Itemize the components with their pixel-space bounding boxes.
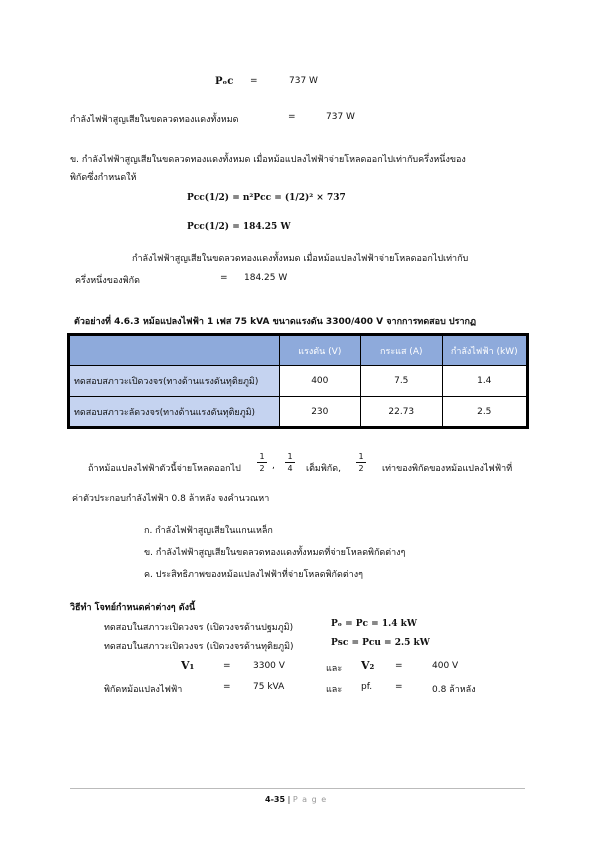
- question-line2: ค่าตัวประกอบกำลังไฟฟ้า 0.8 ล้าหลัง จงคำนวณหา: [72, 494, 270, 504]
- loss-all-value: 737 W: [326, 112, 355, 122]
- header-voltage: แรงดัน (V): [279, 335, 360, 366]
- half-load-value: 184.25 W: [244, 273, 288, 283]
- cell-oc-voltage: 400: [279, 366, 360, 397]
- v1-equals: =: [223, 661, 231, 671]
- fraction-half-2: [356, 452, 366, 473]
- footer: [265, 795, 327, 804]
- fraction-quarter: [285, 452, 295, 473]
- fraction-half-2-num: 1: [356, 452, 366, 463]
- half-load-line2: ครึ่งหนึ่งของพิกัด: [75, 276, 140, 286]
- v2-value: 400 V: [432, 661, 459, 671]
- formula-half-load-1: Pcc(1/2) = n²Pcc = (1/2)² × 737: [187, 193, 346, 203]
- page-number: 4-35: [265, 795, 286, 804]
- pf-equals: =: [395, 682, 403, 692]
- half-load-equals: =: [220, 273, 228, 283]
- solution-title: วิธีทำ โจทย์กำหนดค่าต่างๆ ดังนี้: [70, 603, 196, 613]
- page-word: P a g e: [292, 795, 328, 804]
- fraction-half: [257, 452, 267, 473]
- p-oc-equals: =: [250, 76, 258, 86]
- solution-oc-formula: Pₒ = Pc = 1.4 kW: [331, 619, 417, 629]
- fraction-half-num: 1: [257, 452, 267, 463]
- cell-sc-power: 2.5: [442, 397, 527, 428]
- question-line1-start: ถ้าหม้อแปลงไฟฟ้าตัวนี้จ่ายโหลดออกไป: [88, 464, 241, 474]
- solution-sc-label: ทดสอบในสภาวะเปิดวงจร (เปิดวงจรด้านทุติยภูมิ): [104, 642, 294, 652]
- pf-value: 0.8 ล้าหลัง: [432, 685, 476, 695]
- row-label-open-circuit: ทดสอบสภาวะเปิดวงจร(ทางด้านแรงดันทุติยภูมิ): [69, 366, 280, 397]
- formula-half-load-2: Pcc(1/2) = 184.25 W: [187, 222, 291, 232]
- header-current: กระแส (A): [361, 335, 443, 366]
- cell-sc-voltage: 230: [279, 397, 360, 428]
- fraction-half-den: 2: [259, 464, 265, 473]
- item-b-line1: ข. กำลังไฟฟ้าสูญเสียในขดลวดทองแดงทั้งหมด เมื่อหม้อแปลงไฟฟ้าจ่ายโหลดออกไปเท่ากับครึ่งหนึ่งของ: [70, 155, 466, 165]
- fraction-quarter-num: 1: [285, 452, 295, 463]
- pf-label: pf.: [361, 682, 373, 692]
- question-item-c: ค. ประสิทธิภาพของหม้อแปลงไฟฟ้าที่จ่ายโหลดพิกัดต่างๆ: [144, 570, 363, 580]
- table-corner: [69, 335, 280, 366]
- table-header-row: [69, 335, 528, 366]
- v2-symbol: V₂: [361, 659, 375, 672]
- cell-oc-power: 1.4: [442, 366, 527, 397]
- p-oc-value: 737 W: [289, 76, 318, 86]
- loss-all-equals: =: [288, 112, 296, 122]
- rating-label: พิกัดหม้อแปลงไฟฟ้า: [104, 685, 183, 695]
- cell-oc-current: 7.5: [361, 366, 443, 397]
- question-line1-end: เท่าของพิกัดของหม้อแปลงไฟฟ้าที่: [382, 464, 513, 474]
- v1-value: 3300 V: [253, 661, 285, 671]
- question-item-b: ข. กำลังไฟฟ้าสูญเสียในขดลวดทองแดงทั้งหมดที่จ่ายโหลดพิกัดต่างๆ: [144, 548, 406, 558]
- example-title: ตัวอย่างที่ 4.6.3 หม้อแปลงไฟฟ้า 1 เฟส 75 kVA ขนาดแรงดัน 3300/400 V จากการทดสอบ ปรากฏ: [74, 317, 477, 327]
- item-b-line2: พิกัดซึ่งกำหนดให้: [70, 173, 137, 183]
- question-comma: ,: [272, 461, 275, 471]
- loss-all-label: กำลังไฟฟ้าสูญเสียในขดลวดทองแดงทั้งหมด: [70, 115, 239, 125]
- table-row: [69, 397, 528, 428]
- half-load-line1: กำลังไฟฟ้าสูญเสียในขดลวดทองแดงทั้งหมด เมื่อหม้อแปลงไฟฟ้าจ่ายโหลดออกไปเท่ากับ: [132, 254, 469, 264]
- question-full-load: เต็มพิกัด,: [306, 464, 341, 474]
- header-power: กำลังไฟฟ้า (kW): [442, 335, 527, 366]
- cell-sc-current: 22.73: [361, 397, 443, 428]
- v1-symbol: V₁: [181, 659, 195, 672]
- row-label-short-circuit: ทดสอบสภาวะลัดวงจร(ทางด้านแรงดันทุติยภูมิ): [69, 397, 280, 428]
- v2-equals: =: [395, 661, 403, 671]
- test-results-table: [67, 333, 529, 429]
- fraction-quarter-den: 4: [287, 464, 293, 473]
- solution-sc-formula: Psc = Pcu = 2.5 kW: [331, 638, 430, 648]
- table-row: [69, 366, 528, 397]
- fraction-half-2-den: 2: [358, 464, 364, 473]
- footer-separator: |: [285, 795, 293, 804]
- footer-divider: [70, 788, 525, 789]
- rating-value: 75 kVA: [253, 682, 285, 692]
- solution-oc-label: ทดสอบในสภาวะเปิดวงจร (เปิดวงจรด้านปฐมภูมิ): [104, 623, 294, 633]
- rating-equals: =: [223, 682, 231, 692]
- and-label-2: และ: [326, 685, 343, 695]
- question-item-a: ก. กำลังไฟฟ้าสูญเสียในแกนเหล็ก: [144, 526, 273, 536]
- and-label-1: และ: [326, 664, 343, 674]
- p-oc-symbol: Pₒc: [215, 76, 234, 87]
